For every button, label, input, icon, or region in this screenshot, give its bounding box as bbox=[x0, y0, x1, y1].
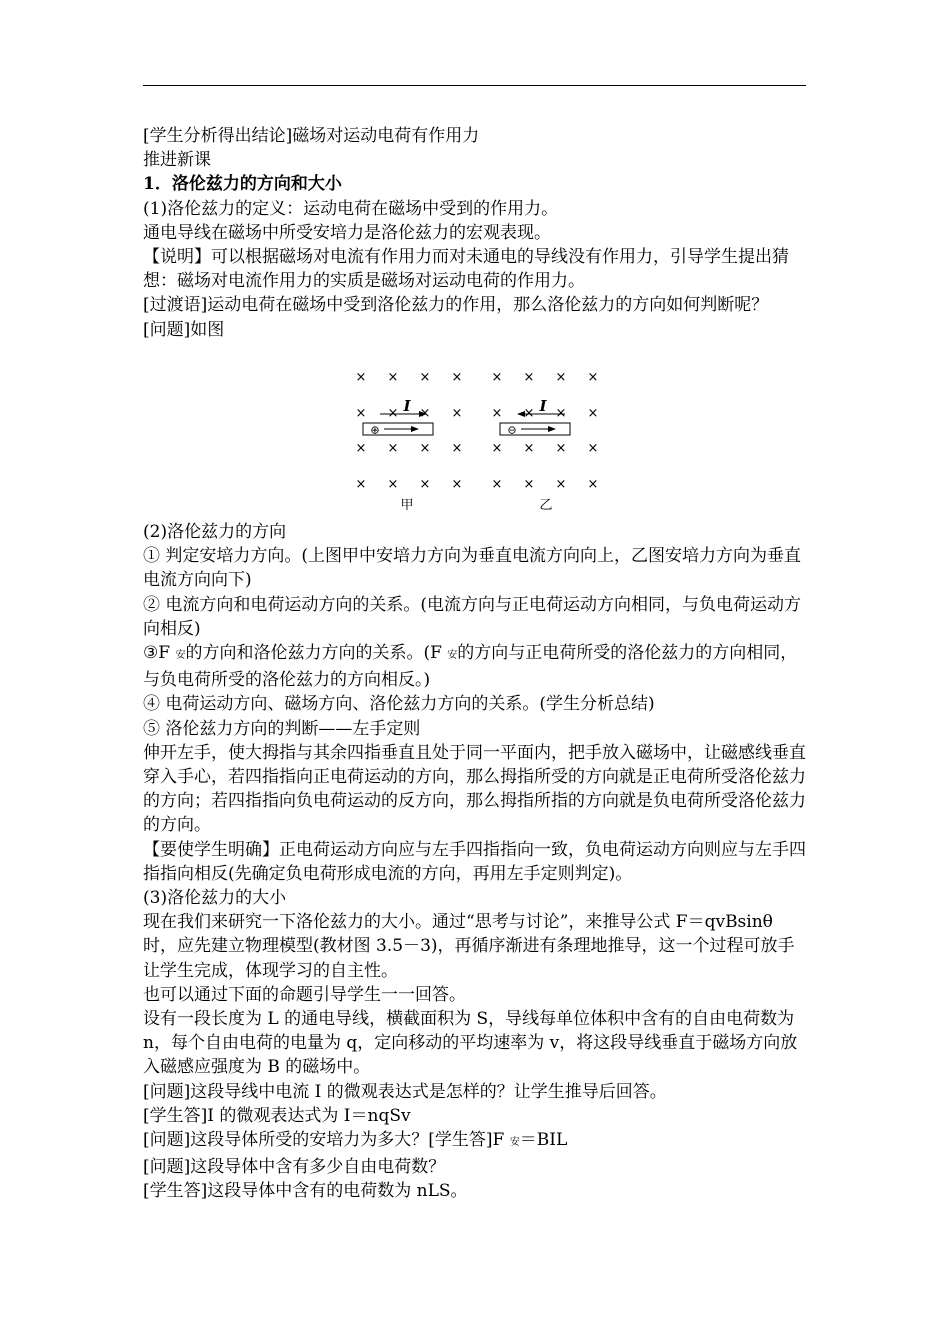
field-cross: × bbox=[419, 406, 431, 421]
field-cross: × bbox=[587, 406, 599, 421]
paragraph: 【要使学生明确】正电荷运动方向应与左手四指指向一致，负电荷运动方向则应与左手四指指向相反(先确定负电荷形成电流的方向，再用左手定则判定)。 bbox=[143, 839, 806, 884]
current-label-right: I bbox=[539, 397, 547, 415]
positive-charge-icon: ⊕ bbox=[370, 423, 380, 437]
field-cross: × bbox=[387, 370, 399, 385]
paragraph: [学生答]I 的微观表达式为 I＝nqSv bbox=[143, 1105, 411, 1126]
field-cross: × bbox=[491, 477, 503, 492]
field-cross: × bbox=[523, 477, 535, 492]
field-cross: × bbox=[587, 441, 599, 456]
field-cross: × bbox=[387, 477, 399, 492]
field-cross: × bbox=[555, 477, 567, 492]
paragraph: ② 电流方向和电荷运动方向的关系。(电流方向与正电荷运动方向相同，与负电荷运动方向相反) bbox=[143, 594, 802, 639]
field-cross: × bbox=[491, 441, 503, 456]
paragraph: 【说明】可以根据磁场对电流有作用力而对未通电的导线没有作用力，引导学生提出猜想：磁场对电流作用力的实质是磁场对运动电荷的作用力。 bbox=[143, 247, 789, 292]
field-cross: × bbox=[555, 370, 567, 385]
subscript: 安 bbox=[509, 1137, 520, 1149]
text-run: [问题]这段导体所受的安培力为多大？[学生答]F bbox=[143, 1130, 510, 1151]
field-cross: × bbox=[355, 370, 367, 385]
section-heading: 1．洛伦兹力的方向和大小 bbox=[143, 174, 342, 195]
text-run: 的方向和洛伦兹力方向的关系。(F bbox=[185, 643, 448, 664]
field-cross: × bbox=[419, 441, 431, 456]
paragraph: ① 判定安培力方向。(上图甲中安培力方向为垂直电流方向向上，乙图安培力方向为垂直电流方向向下) bbox=[143, 546, 802, 591]
paragraph: ④ 电荷运动方向、磁场方向、洛伦兹力方向的关系。(学生分析总结) bbox=[143, 694, 655, 715]
field-cross: × bbox=[587, 370, 599, 385]
field-cross: × bbox=[419, 477, 431, 492]
field-cross: × bbox=[355, 441, 367, 456]
field-cross: × bbox=[451, 441, 463, 456]
field-cross: × bbox=[355, 406, 367, 421]
field-cross: × bbox=[491, 370, 503, 385]
text-block-bottom bbox=[143, 520, 811, 1204]
subscript: 安 bbox=[175, 650, 186, 662]
paragraph: [问题]如图 bbox=[143, 319, 225, 340]
paragraph: 现在我们来研究一下洛伦兹力的大小。通过“思考与讨论”，来推导公式 F＝qvBsinθ 时，应先建立物理模型(教材图 3.5－3)，再循序渐进有条理地推导，这一个过程可放手让学生完成，体现学习的自主性。 bbox=[143, 912, 795, 981]
field-cross: × bbox=[523, 370, 535, 385]
header-rule bbox=[143, 85, 806, 86]
text-run: ③F bbox=[143, 643, 176, 664]
subsection-heading: (2)洛伦兹力的方向 bbox=[143, 522, 287, 542]
field-cross: × bbox=[451, 370, 463, 385]
magnetic-field-figure bbox=[350, 366, 606, 516]
negative-charge-icon: ⊖ bbox=[507, 423, 517, 437]
field-cross: × bbox=[387, 406, 399, 421]
paragraph: 推进新课 bbox=[143, 150, 211, 171]
field-cross: × bbox=[419, 370, 431, 385]
subscript: 安 bbox=[447, 650, 458, 662]
field-cross: × bbox=[523, 406, 535, 421]
field-cross: × bbox=[387, 441, 399, 456]
paragraph bbox=[143, 641, 811, 692]
paragraph: [学生答]这段导体中含有的电荷数为 nLS。 bbox=[143, 1181, 468, 1202]
text-run: ＝BIL bbox=[519, 1130, 568, 1151]
paragraph: 设有一段长度为 L 的通电导线，横截面积为 S，导线每单位体积中含有的自由电荷数为 n，每个自由电荷的电量为 q，定向移动的平均速率为 v，将这段导线垂直于磁场方向放入磁感应强度为 B 的磁场中。 bbox=[143, 1009, 798, 1078]
field-cross: × bbox=[587, 477, 599, 492]
figure-caption-right: 乙 bbox=[539, 498, 553, 513]
field-cross: × bbox=[555, 406, 567, 421]
subsection-heading: (3)洛伦兹力的大小 bbox=[143, 888, 287, 909]
text-run: 的方向与正电荷所受的洛伦兹力的方向相同，与负电荷所受的洛伦兹力的方向相反。) bbox=[143, 643, 798, 691]
field-cross: × bbox=[355, 477, 367, 492]
field-cross: × bbox=[491, 406, 503, 421]
current-label-left: I bbox=[403, 397, 411, 415]
field-cross: × bbox=[523, 441, 535, 456]
field-cross: × bbox=[451, 477, 463, 492]
figure-caption-left: 甲 bbox=[400, 498, 414, 513]
paragraph: [问题]这段导体中含有多少自由电荷数？ bbox=[143, 1157, 446, 1178]
paragraph: [过渡语]运动电荷在磁场中受到洛伦兹力的作用，那么洛伦兹力的方向如何判断呢？ bbox=[143, 295, 769, 316]
field-cross: × bbox=[555, 441, 567, 456]
paragraph: ⑤ 洛伦兹力方向的判断——左手定则 bbox=[143, 718, 421, 739]
paragraph bbox=[143, 1128, 811, 1155]
paragraph: [问题]这段导线中电流 I 的微观表达式是怎样的？让学生推导后回答。 bbox=[143, 1081, 667, 1102]
paragraph: 通电导线在磁场中所受安培力是洛伦兹力的宏观表现。 bbox=[143, 222, 551, 243]
paragraph: 也可以通过下面的命题引导学生一一回答。 bbox=[143, 984, 466, 1005]
paragraph: 伸开左手，使大拇指与其余四指垂直且处于同一平面内，把手放入磁场中，让磁感线垂直穿入手心，若四指指向正电荷运动的方向，那么拇指所受的方向就是正电荷所受洛伦兹力的方向；若四指指向负电荷运动的反方向，那么拇指所指的方向就是负电荷所受洛伦兹力的方向。 bbox=[143, 742, 806, 836]
field-cross: × bbox=[451, 406, 463, 421]
paragraph: (1)洛伦兹力的定义：运动电荷在磁场中受到的作用力。 bbox=[143, 198, 559, 219]
paragraph: [学生分析得出结论]磁场对运动电荷有作用力 bbox=[143, 126, 480, 146]
text-block-top bbox=[143, 124, 811, 342]
